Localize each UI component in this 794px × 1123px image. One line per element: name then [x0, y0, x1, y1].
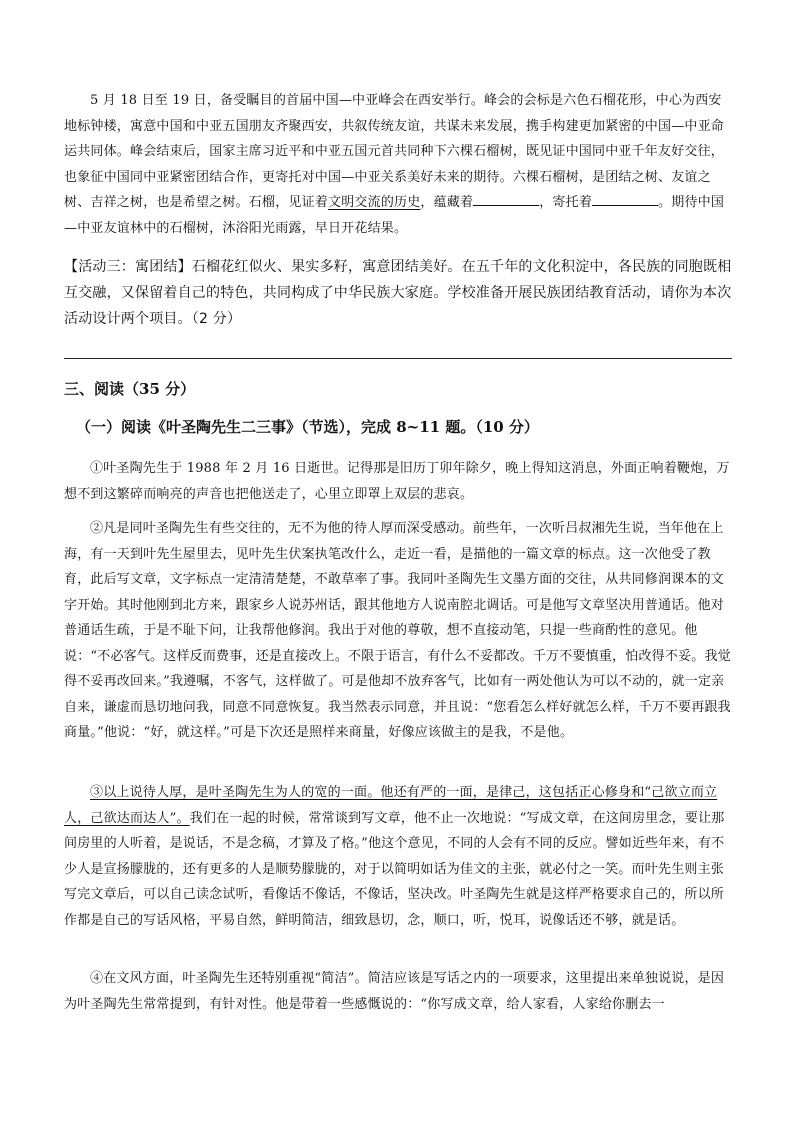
answer-blank-2[interactable]: [592, 193, 658, 206]
passage-summit-text-c: ，寄托着: [539, 195, 593, 210]
paragraph-4: ④在文风方面，叶圣陶先生还特别重视“简洁”。简洁应该是写话之内的一项要求，这里提出来单独说说，是因为叶圣陶先生常常提到，有针对性。他是带着一些感慨说的：“你写成文章，给人家看，人家给你删去一: [64, 971, 725, 1012]
paragraph-3: [64, 780, 732, 933]
paragraph-2: ②凡是同叶圣陶先生有些交往的，无不为他的待人厚而深受感动。前些年，一次听吕叔湘先生说，当年他在上海，有一天到叶先生屋里去，见叶先生伏案执笔改什么，走近一看，是描他的一篇文章的标点。这一次他受了教育，此后写文章，文字标点一定清清楚楚，不敢草率了事。我同叶圣陶先生文墨方面的交往，从共同修润课本的文字开始。其时他刚到北方来，跟家乡人说苏州话，跟其他地方人说南腔北调话。可是他写文章坚决用普通话。他对普通话生疏，于是不耻下问，让我帮他修润。我出于对他的尊敬，想不直接动笔，只提一些商酌性的意见。他说：“不必客气。这样反而费事，还是直接改上。不限于语言，有什么不妥都改。千万不要慎重，怕改得不妥。我觉得不妥再改回来。”我遵嘱，不客气，这样做了。可是他却不放弃客气，比如有一两处他认为可以不动的，就一定亲自来，谦虚而恳切地问我，同意不同意恢复。我当然表示同意，并且说：“您看怎么样好就怎么样，千万不要再跟我商量。”他说：“好，就这样。”可是下次还是照样来商量，好像应该做主的是我，不是他。: [64, 521, 731, 740]
section-title: 三、阅读（35 分）: [64, 380, 196, 398]
divider-line: [64, 358, 732, 359]
activity-three: 【活动三：寓团结】石榴花红似火、果实多籽，寓意团结美好。在五千年的文化积淀中，各民族的同胞既相互交融，又保留着自己的特色，共同构成了中华民族大家庭。学校准备开展民族团结教育活动，请你为本次活动设计两个项目。（2 分）: [64, 259, 732, 327]
reading-subtitle: （一）阅读《叶圣陶先生二三事》（节选），完成 8~11 题。（10 分）: [76, 418, 539, 436]
passage-summit-text: 5 月 18 日至 19 日，备受瞩目的首届中国—中亚峰会在西安举行。峰会的会标是六色石榴花形，中心为西安地标钟楼，寓意中国和中亚五国朋友齐聚西安，共叙传统友谊，共谋未来发展，携手构建更加紧密的中国—中亚命运共同体。峰会结束后，国家主席习近平和中亚五国元首共同种下六棵石榴树，既见证中国同中亚千年友好交往，也象征中国同中亚紧密团结合作，更寄托对中国—中亚关系美好未来的期待。六棵石榴树，是团结之树、友谊之树、吉祥之树，也是希望之树。石榴，见证着: [64, 93, 725, 210]
answer-blank-1[interactable]: [473, 193, 539, 206]
paragraph-1: ①叶圣陶先生于 1988 年 2 月 16 日逝世。记得那是旧历丁卯年除夕，晚上得知这消息，外面正响着鞭炮，万想不到这繁碎而响亮的声音也把他送走了，心里立即罩上双层的悲哀。: [64, 461, 730, 502]
passage-summit: [64, 88, 732, 241]
underlined-phrase: 文明交流的历史: [328, 195, 421, 210]
passage-summit-text-d: 。期待中国—中亚友谊林中的石榴树，沐浴阳光雨露，早日开花结果。: [64, 195, 725, 236]
underlined-sentence: ③以上说待人厚，是叶圣陶先生为人的宽的一面。他还有严的一面，是律己，这包括正心修身和“己欲立而立人，己欲达而达人”。: [64, 785, 718, 826]
paragraph-3-rest: 我们在一起的时候，常常谈到写文章，他不止一次地说：“写成文章，在这间房里念，要让那间房里的人听着，是说话，不是念稿，才算及了格。”他这个意见，不同的人会有不同的反应。譬如近些年来，有不少人是宣扬朦胧的，还有更多的人是顺势朦胧的，对于以简明如话为佳文的主张，就必付之一笑。而叶先生则主张写完文章后，可以自己读念试听，看像话不像话，不像话，坚决改。叶圣陶先生就是这样严格要求自己的，所以所作都是自己的写话风格，平易自然，鲜明简洁，细致恳切，念，顺口，听，悦耳，说像话还不够，就是话。: [64, 810, 725, 928]
passage-summit-text-b: ，蕴藏着: [420, 195, 474, 210]
